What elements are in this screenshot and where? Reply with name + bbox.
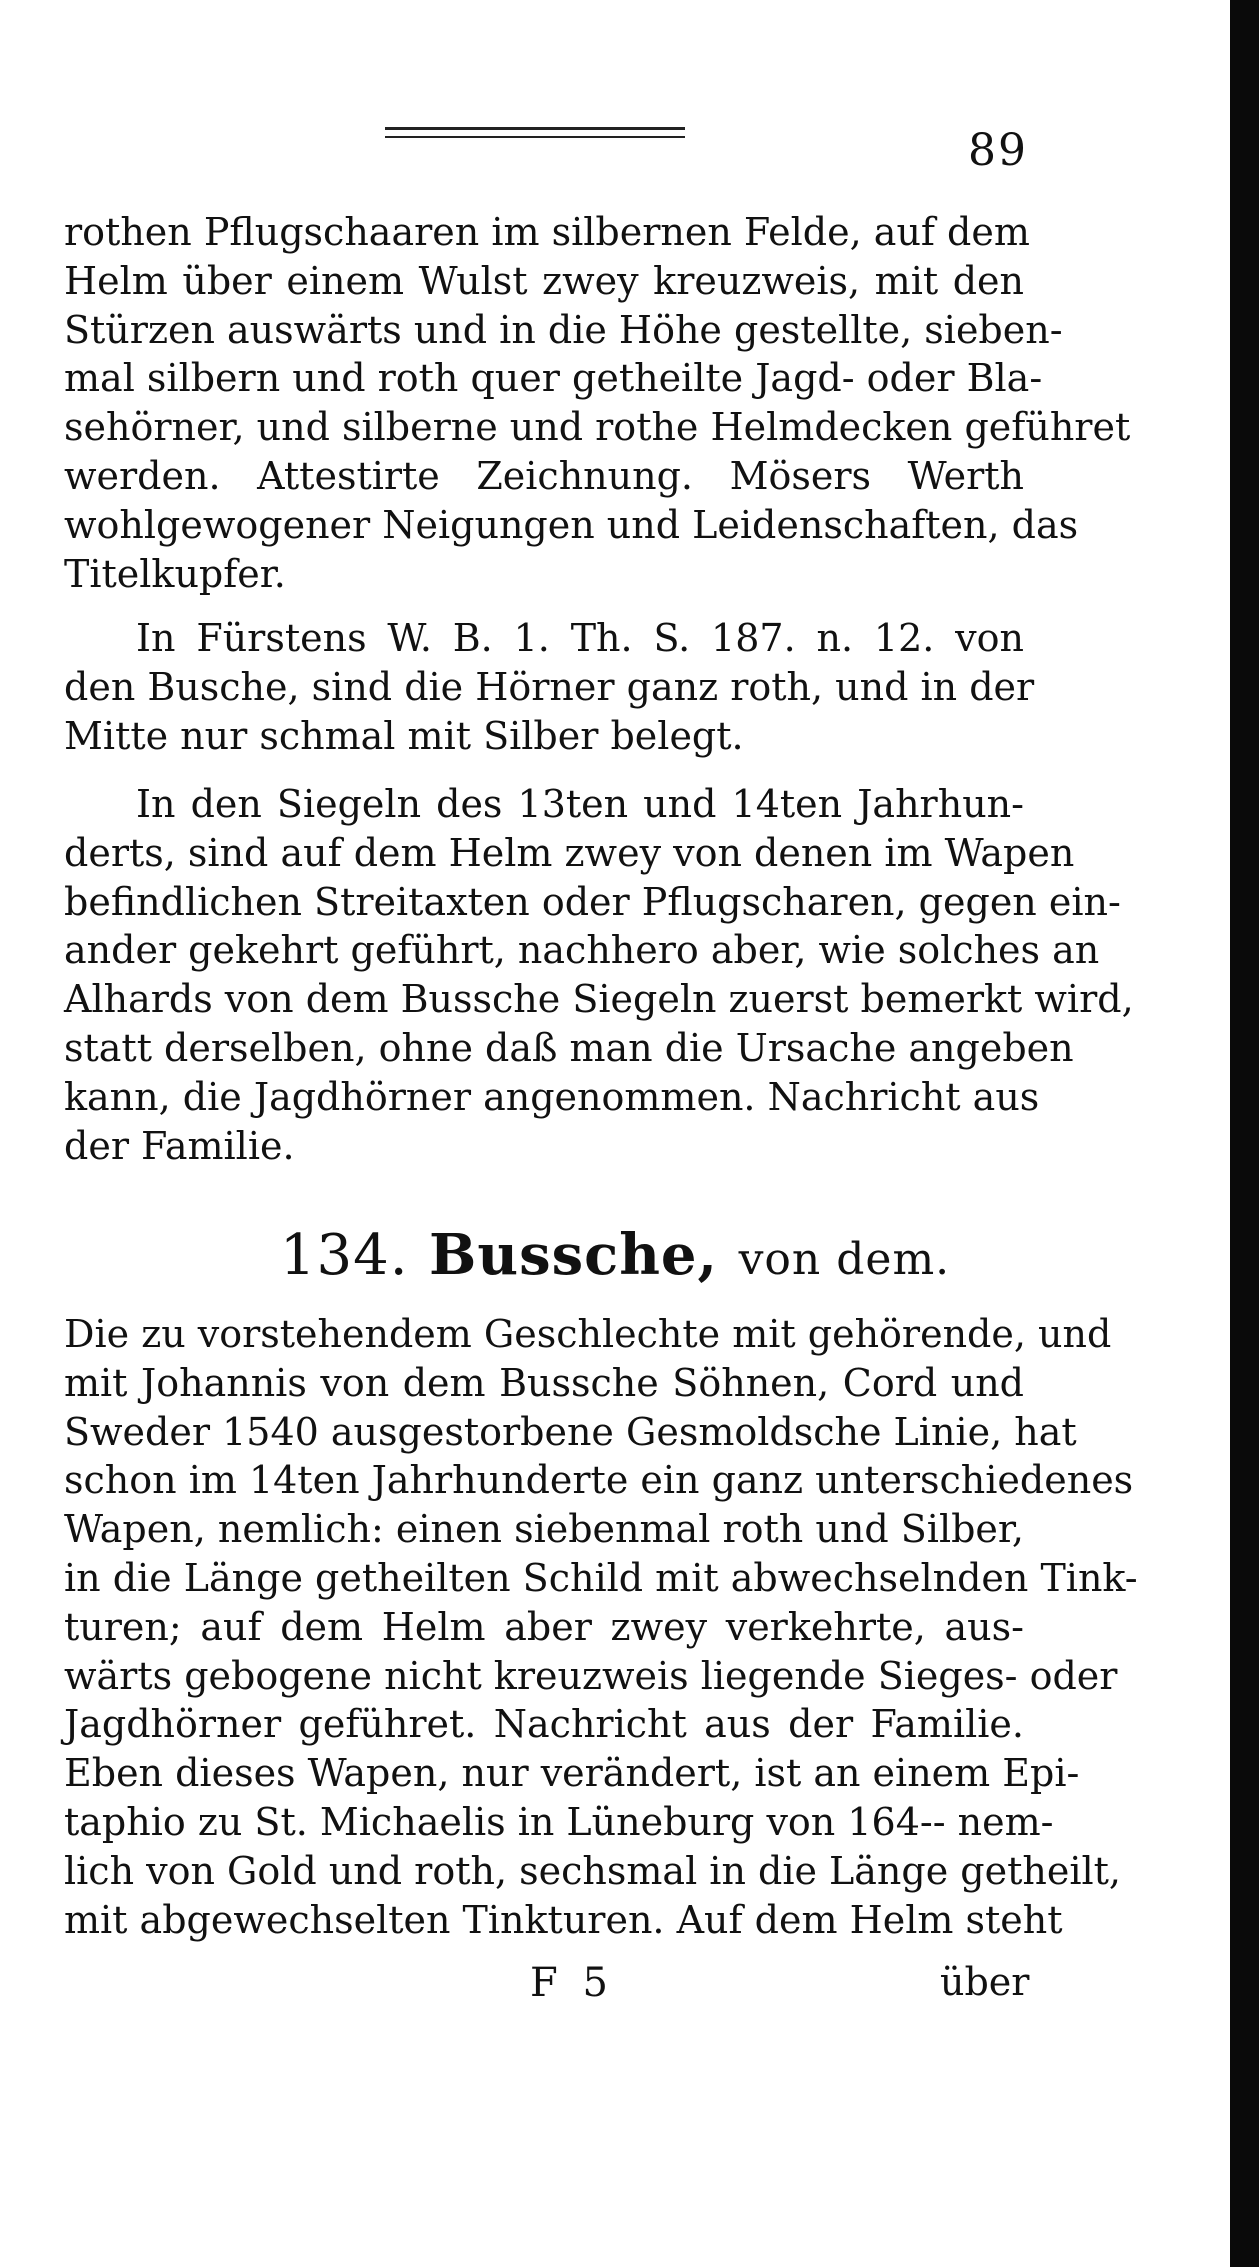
text-line: statt derselben, ohne daß man die Ursache angeben — [64, 1025, 1074, 1070]
text-line: kann, die Jagdhörner angenommen. Nachricht aus — [64, 1074, 1040, 1119]
header-rule-secondary — [385, 136, 685, 138]
text-line: rothen Pflugschaaren im silbernen Felde, auf dem — [64, 210, 1030, 254]
paragraph-fuerstens — [64, 614, 1035, 760]
section-heading — [0, 1222, 1230, 1288]
text-line: Die zu vorstehendem Geschlechte mit gehörende, und — [64, 1312, 1112, 1356]
page-number: 89 — [968, 125, 1028, 176]
text-line: den Busche, sind die Hörner ganz roth, und in der — [64, 664, 1035, 709]
text-line: derts, sind auf dem Helm zwey von denen im Wapen — [64, 830, 1075, 875]
text-line: taphio zu St. Michaelis in Lüneburg von 164-- nem- — [64, 1799, 1054, 1844]
text-line: Mitte nur schmal mit Silber belegt. — [64, 713, 744, 758]
header-rule — [385, 127, 685, 130]
text-line: Eben dieses Wapen, nur verändert, ist an einem Epi- — [64, 1751, 1080, 1796]
text-line: Jagdhörner geführet. Nachricht aus der Familie. — [64, 1702, 1024, 1747]
paragraph-arms-description — [64, 208, 1131, 598]
text-line: wohlgewogener Neigungen und Leidenschaften, das — [64, 502, 1079, 547]
text-line: befindlichen Streitaxten oder Pflugscharen, gegen ein- — [64, 879, 1121, 924]
text-line: In den Siegeln des 13ten und 14ten Jahrhun- — [136, 782, 1024, 826]
signature-mark: F 5 — [530, 1960, 614, 2006]
text-line: der Familie. — [64, 1123, 295, 1168]
text-line: sehörner, und silberne und rothe Helmdecken geführet — [64, 405, 1131, 450]
text-line: Wapen, nemlich: einen siebenmal roth und Silber, — [64, 1507, 1024, 1552]
section-suffix: von dem. — [738, 1234, 951, 1285]
text-line: In Fürstens W. B. 1. Th. S. 187. n. 12. von — [136, 616, 1024, 660]
text-line: lich von Gold und roth, sechsmal in die Länge getheilt, — [64, 1848, 1122, 1893]
text-line: turen; auf dem Helm aber zwey verkehrte, aus- — [64, 1604, 1024, 1649]
text-line: Stürzen auswärts und in die Höhe gestellte, sieben- — [64, 307, 1063, 352]
text-line: mit abgewechselten Tinkturen. Auf dem Helm steht — [64, 1897, 1063, 1942]
text-line: ander gekehrt geführt, nachhero aber, wie solches an — [64, 928, 1100, 973]
paragraph-gesmold-line — [64, 1310, 1138, 1944]
text-line: werden. Attestirte Zeichnung. Mösers Werth — [64, 453, 1024, 498]
paragraph-seals — [64, 780, 1134, 1170]
text-line: Sweder 1540 ausgestorbene Gesmoldsche Linie, hat — [64, 1409, 1077, 1454]
text-line: mit Johannis von dem Bussche Söhnen, Cord und — [64, 1360, 1024, 1405]
text-line: schon im 14ten Jahrhunderte ein ganz unterschiedenes — [64, 1458, 1134, 1503]
scan-edge — [1230, 0, 1259, 2267]
catchword: über — [940, 1960, 1030, 2004]
text-line: Alhards von dem Bussche Siegeln zuerst bemerkt wird, — [64, 977, 1134, 1022]
text-line: mal silbern und roth quer getheilte Jagd- oder Bla- — [64, 356, 1043, 401]
text-line: wärts gebogene nicht kreuzweis liegende Sieges- oder — [64, 1653, 1118, 1698]
section-family-name: Bussche, — [429, 1222, 719, 1288]
section-number: 134. — [279, 1223, 409, 1288]
text-line: in die Länge getheilten Schild mit abwechselnden Tink- — [64, 1555, 1138, 1600]
text-line: Titelkupfer. — [64, 551, 286, 596]
text-line: Helm über einem Wulst zwey kreuzweis, mit den — [64, 258, 1024, 303]
